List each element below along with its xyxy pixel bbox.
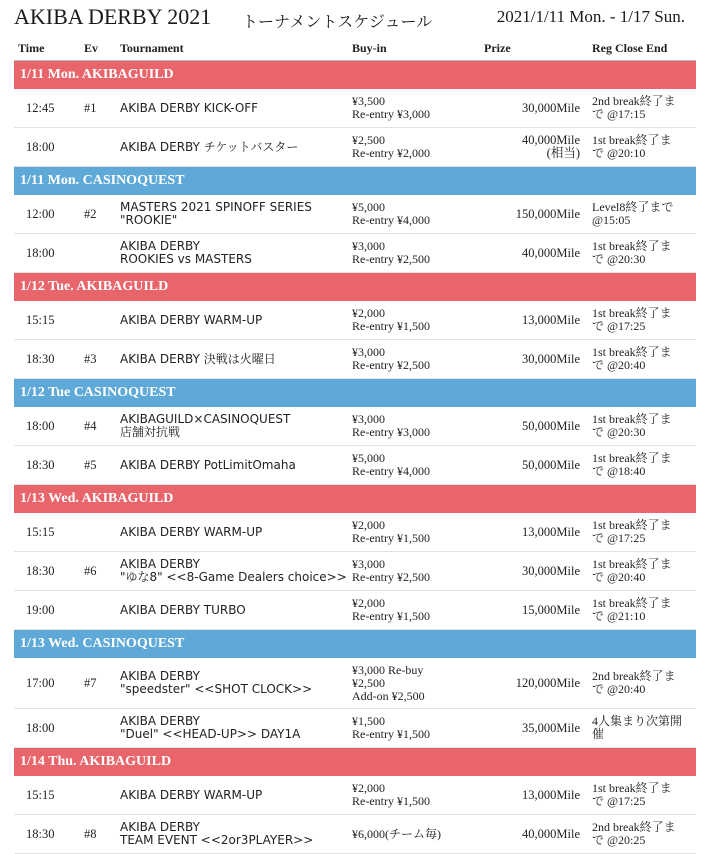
prize-cell-line: 40,000Mile: [522, 133, 580, 147]
reg-close-cell-line: で @20:40: [592, 358, 646, 372]
time-cell: 15:15: [14, 776, 80, 815]
buyin-cell-line: Re-entry ¥4,000: [352, 464, 430, 478]
prize-cell: [480, 658, 588, 709]
time-cell: 18:00: [14, 128, 80, 167]
tournament-cell-line: MASTERS 2021 SPINOFF SERIES: [120, 200, 312, 214]
event-number-cell: #8: [80, 815, 116, 854]
reg-close-cell-line: で @17:25: [592, 319, 646, 333]
reg-close-cell: [588, 591, 696, 630]
tournament-cell: [116, 407, 348, 446]
table-row: [14, 89, 696, 128]
section-label: 1/11 Mon. CASINOQUEST: [14, 167, 696, 196]
tournament-cell: [116, 446, 348, 485]
buyin-cell: [348, 591, 480, 630]
buyin-cell-line: ¥3,000: [352, 557, 385, 571]
prize-cell-line: 15,000Mile: [522, 602, 580, 617]
buyin-cell: [348, 446, 480, 485]
reg-close-cell: [588, 709, 696, 748]
buyin-cell-line: Re-entry ¥2,500: [352, 252, 430, 266]
reg-close-cell-line: 1st break終了ま: [592, 451, 672, 465]
time-cell: 18:00: [14, 709, 80, 748]
prize-cell-line: 30,000Mile: [522, 100, 580, 115]
buyin-cell: [348, 407, 480, 446]
prize-cell: [480, 776, 588, 815]
page-header: [0, 0, 711, 36]
event-number-cell: #2: [80, 195, 116, 234]
section-label: 1/13 Wed. CASINOQUEST: [14, 630, 696, 659]
column-header-buyin: Buy-in: [348, 36, 480, 61]
section-header: [14, 379, 696, 408]
prize-cell: [480, 89, 588, 128]
buyin-cell-line: ¥2,000: [352, 518, 385, 532]
tournament-cell-line: AKIBA DERBY: [120, 557, 200, 571]
time-cell: 12:45: [14, 89, 80, 128]
tournament-cell: [116, 89, 348, 128]
section-header: [14, 273, 696, 302]
column-header-reg: Reg Close End: [588, 36, 696, 61]
reg-close-cell: [588, 234, 696, 273]
reg-close-cell: [588, 340, 696, 379]
buyin-cell-line: ¥3,500: [352, 94, 385, 108]
reg-close-cell-line: で @20:40: [592, 570, 646, 584]
table-row: [14, 446, 696, 485]
event-number-cell: #3: [80, 340, 116, 379]
buyin-cell-line: ¥2,000: [352, 781, 385, 795]
tournament-cell-line: AKIBA DERBY PotLimitOmaha: [120, 457, 296, 472]
prize-cell-line: 13,000Mile: [522, 787, 580, 802]
column-header-prize: Prize: [480, 36, 588, 61]
tournament-cell: [116, 128, 348, 167]
buyin-cell: [348, 709, 480, 748]
reg-close-cell-line: 1st break終了ま: [592, 596, 672, 610]
buyin-cell-line: ¥5,000: [352, 200, 385, 214]
reg-close-cell-line: で @20:10: [592, 146, 646, 160]
reg-close-cell: [588, 552, 696, 591]
buyin-cell-line: ¥2,000: [352, 596, 385, 610]
reg-close-cell-line: 1st break終了ま: [592, 557, 672, 571]
event-number-cell: [80, 128, 116, 167]
table-row: [14, 195, 696, 234]
reg-close-cell-line: で @17:25: [592, 794, 646, 808]
section-label: 1/11 Mon. AKIBAGUILD: [14, 61, 696, 90]
tournament-cell: [116, 234, 348, 273]
tournament-cell: [116, 658, 348, 709]
reg-close-cell-line: 1st break終了ま: [592, 306, 672, 320]
prize-cell-line: 35,000Mile: [522, 720, 580, 735]
buyin-cell: [348, 513, 480, 552]
tournament-cell-line: "ROOKIE": [120, 213, 178, 227]
table-header-row: [14, 36, 696, 61]
buyin-cell: [348, 776, 480, 815]
time-cell: 15:15: [14, 301, 80, 340]
time-cell: 18:30: [14, 446, 80, 485]
reg-close-cell-line: で @20:30: [592, 252, 646, 266]
tournament-cell: [116, 301, 348, 340]
reg-close-cell-line: 1st break終了ま: [592, 518, 672, 532]
tournament-cell-line: AKIBA DERBY 決戦は火曜日: [120, 351, 276, 366]
reg-close-cell-line: で @20:25: [592, 833, 646, 847]
reg-close-cell-line: 催: [592, 727, 605, 741]
buyin-cell-line: Re-entry ¥3,000: [352, 107, 430, 121]
reg-close-cell-line: で @20:30: [592, 425, 646, 439]
tournament-cell-line: AKIBA DERBY WARM-UP: [120, 787, 263, 802]
reg-close-cell-line: で @21:10: [592, 609, 646, 623]
prize-cell-line: 120,000Mile: [515, 675, 580, 690]
tournament-cell-line: AKIBA DERBY WARM-UP: [120, 312, 263, 327]
reg-close-cell-line: で @17:15: [592, 107, 646, 121]
event-number-cell: #7: [80, 658, 116, 709]
prize-cell-line: 13,000Mile: [522, 524, 580, 539]
tournament-cell-line: AKIBA DERBY: [120, 714, 200, 728]
prize-cell: [480, 815, 588, 854]
date-range: 2021/1/11 Mon. - 1/17 Sun.: [496, 7, 685, 26]
prize-cell-line: 30,000Mile: [522, 351, 580, 366]
time-cell: 18:00: [14, 407, 80, 446]
table-row: [14, 234, 696, 273]
reg-close-cell-line: 2nd break終了ま: [592, 820, 676, 834]
prize-cell-line: 150,000Mile: [515, 206, 580, 221]
buyin-cell-line: ¥1,500: [352, 714, 385, 728]
prize-cell-line: 50,000Mile: [522, 418, 580, 433]
buyin-cell-line: ¥3,000 Re-buy: [352, 662, 424, 677]
buyin-cell-line: ¥3,000: [352, 412, 385, 426]
buyin-cell-line: Re-entry ¥2,000: [352, 146, 430, 160]
prize-cell: [480, 195, 588, 234]
reg-close-cell-line: 1st break終了ま: [592, 345, 672, 359]
page-title: AKIBA DERBY 2021: [14, 4, 212, 29]
prize-cell: [480, 552, 588, 591]
tournament-cell-line: "ゆな8" <<8-Game Dealers choice>>: [120, 570, 347, 584]
event-number-cell: [80, 776, 116, 815]
reg-close-cell-line: 4人集まり次第開: [592, 714, 683, 728]
buyin-cell-line: ¥3,000: [352, 345, 385, 359]
table-row: [14, 128, 696, 167]
buyin-cell-line: Re-entry ¥1,500: [352, 609, 430, 623]
buyin-cell: [348, 340, 480, 379]
section-label: 1/13 Wed. AKIBAGUILD: [14, 485, 696, 514]
prize-cell: [480, 709, 588, 748]
section-header: [14, 167, 696, 196]
schedule-body: [14, 61, 696, 854]
event-number-cell: [80, 709, 116, 748]
event-number-cell: #4: [80, 407, 116, 446]
tournament-cell: [116, 513, 348, 552]
reg-close-cell: [588, 301, 696, 340]
reg-close-cell-line: 1st break終了ま: [592, 781, 672, 795]
tournament-cell: [116, 591, 348, 630]
prize-cell-line: 40,000Mile: [522, 826, 580, 841]
event-number-cell: #5: [80, 446, 116, 485]
tournament-cell-line: AKIBA DERBY: [120, 669, 200, 683]
buyin-cell-line: Re-entry ¥1,500: [352, 727, 430, 741]
buyin-cell: [348, 89, 480, 128]
time-cell: 18:30: [14, 815, 80, 854]
section-header: [14, 630, 696, 659]
buyin-cell: [348, 815, 480, 854]
time-cell: 18:00: [14, 234, 80, 273]
column-header-tournament: Tournament: [116, 36, 348, 61]
reg-close-cell: [588, 776, 696, 815]
section-label: 1/12 Tue. AKIBAGUILD: [14, 273, 696, 302]
buyin-cell-line: ¥5,000: [352, 451, 385, 465]
buyin-cell-line: Re-entry ¥1,500: [352, 319, 430, 333]
section-header: [14, 748, 696, 777]
time-cell: 19:00: [14, 591, 80, 630]
reg-close-cell-line: Level8終了まで: [592, 200, 674, 214]
tournament-cell: [116, 709, 348, 748]
table-row: [14, 709, 696, 748]
tournament-cell: [116, 815, 348, 854]
tournament-cell: [116, 552, 348, 591]
reg-close-cell-line: 1st break終了ま: [592, 133, 672, 147]
buyin-cell-line: ¥2,500: [352, 133, 385, 147]
prize-cell-line: 40,000Mile: [522, 245, 580, 260]
event-number-cell: #6: [80, 552, 116, 591]
buyin-cell-line: ¥2,000: [352, 306, 385, 320]
table-row: [14, 658, 696, 709]
table-row: [14, 407, 696, 446]
buyin-cell-line: ¥6,000(チーム毎): [352, 826, 441, 841]
table-row: [14, 591, 696, 630]
buyin-cell: [348, 234, 480, 273]
tournament-cell-line: AKIBAGUILD×CASINOQUEST: [120, 412, 291, 426]
table-row: [14, 552, 696, 591]
reg-close-cell-line: @15:05: [592, 213, 631, 227]
reg-close-cell-line: で @20:40: [592, 682, 646, 696]
prize-cell-line: (相当): [546, 146, 580, 160]
buyin-cell-line: Re-entry ¥2,500: [352, 570, 430, 584]
reg-close-cell: [588, 513, 696, 552]
reg-close-cell-line: で @17:25: [592, 531, 646, 545]
table-row: [14, 815, 696, 854]
buyin-cell: [348, 128, 480, 167]
column-header-time: Time: [14, 36, 80, 61]
prize-cell: [480, 340, 588, 379]
prize-cell: [480, 513, 588, 552]
tournament-cell: [116, 776, 348, 815]
tournament-cell-line: "speedster" <<SHOT CLOCK>>: [120, 682, 313, 696]
event-number-cell: [80, 513, 116, 552]
buyin-cell-line: Re-entry ¥1,500: [352, 794, 430, 808]
prize-cell-line: 30,000Mile: [522, 563, 580, 578]
tournament-cell: [116, 340, 348, 379]
tournament-cell-line: TEAM EVENT <<2or3PLAYER>>: [120, 833, 314, 847]
reg-close-cell: [588, 407, 696, 446]
reg-close-cell-line: で @18:40: [592, 464, 646, 478]
reg-close-cell-line: 2nd break終了ま: [592, 669, 676, 683]
time-cell: 12:00: [14, 195, 80, 234]
buyin-cell-line: ¥2,500: [352, 675, 385, 690]
tournament-cell-line: AKIBA DERBY チケットバスター: [120, 139, 299, 154]
reg-close-cell-line: 2nd break終了ま: [592, 94, 676, 108]
reg-close-cell: [588, 195, 696, 234]
event-number-cell: [80, 301, 116, 340]
buyin-cell-line: ¥3,000: [352, 239, 385, 253]
time-cell: 18:30: [14, 340, 80, 379]
event-number-cell: [80, 591, 116, 630]
buyin-cell-line: Re-entry ¥3,000: [352, 425, 430, 439]
time-cell: 18:30: [14, 552, 80, 591]
tournament-cell-line: 店舗対抗戦: [120, 425, 181, 439]
buyin-cell: [348, 301, 480, 340]
prize-cell: [480, 301, 588, 340]
prize-cell: [480, 591, 588, 630]
tournament-cell-line: AKIBA DERBY TURBO: [120, 602, 246, 617]
prize-cell: [480, 446, 588, 485]
buyin-cell-line: Re-entry ¥2,500: [352, 358, 430, 372]
tournament-cell-line: AKIBA DERBY WARM-UP: [120, 524, 263, 539]
buyin-cell-line: Re-entry ¥1,500: [352, 531, 430, 545]
reg-close-cell-line: 1st break終了ま: [592, 239, 672, 253]
event-number-cell: #1: [80, 89, 116, 128]
tournament-cell-line: AKIBA DERBY: [120, 820, 200, 834]
buyin-cell: [348, 552, 480, 591]
buyin-cell: [348, 195, 480, 234]
table-row: [14, 301, 696, 340]
schedule-table: [14, 36, 696, 854]
prize-cell: [480, 128, 588, 167]
reg-close-cell: [588, 446, 696, 485]
section-label: 1/14 Thu. AKIBAGUILD: [14, 748, 696, 777]
reg-close-cell: [588, 815, 696, 854]
time-cell: 17:00: [14, 658, 80, 709]
buyin-cell-line: Add-on ¥2,500: [352, 688, 425, 703]
reg-close-cell: [588, 128, 696, 167]
tournament-cell-line: AKIBA DERBY: [120, 239, 200, 253]
section-header: [14, 485, 696, 514]
column-header-ev: Ev: [80, 36, 116, 61]
reg-close-cell: [588, 658, 696, 709]
prize-cell-line: 50,000Mile: [522, 457, 580, 472]
page-subtitle: トーナメントスケジュール: [242, 12, 433, 31]
buyin-cell: [348, 658, 480, 709]
prize-cell: [480, 234, 588, 273]
time-cell: 15:15: [14, 513, 80, 552]
reg-close-cell-line: 1st break終了ま: [592, 412, 672, 426]
table-row: [14, 513, 696, 552]
tournament-cell: [116, 195, 348, 234]
prize-cell-line: 13,000Mile: [522, 312, 580, 327]
table-row: [14, 340, 696, 379]
section-header: [14, 61, 696, 90]
section-label: 1/12 Tue CASINOQUEST: [14, 379, 696, 408]
prize-cell: [480, 407, 588, 446]
table-row: [14, 776, 696, 815]
event-number-cell: [80, 234, 116, 273]
buyin-cell-line: Re-entry ¥4,000: [352, 213, 430, 227]
reg-close-cell: [588, 89, 696, 128]
tournament-cell-line: "Duel" <<HEAD-UP>> DAY1A: [120, 727, 301, 741]
tournament-cell-line: AKIBA DERBY KICK-OFF: [120, 100, 259, 115]
tournament-cell-line: ROOKIES vs MASTERS: [120, 252, 252, 266]
